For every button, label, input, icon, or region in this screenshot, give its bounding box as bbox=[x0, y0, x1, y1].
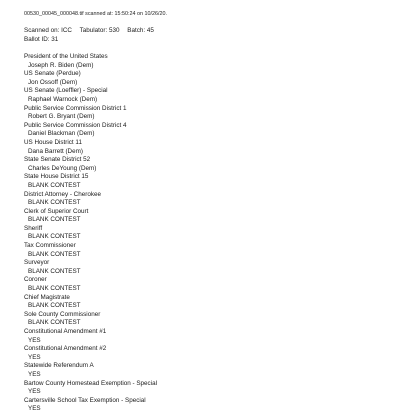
scanned-on-label: Scanned on: ICC bbox=[24, 27, 72, 34]
contest-selection: Raphael Warnock (Dem) bbox=[28, 95, 98, 103]
ballot-id-label: Ballot ID: 31 bbox=[24, 36, 59, 43]
contest-selection: Dana Barrett (Dem) bbox=[28, 147, 83, 155]
scan-file-header: 00530_00045_000048.tif scanned at: 15:50:24 on 10/26/20. bbox=[24, 11, 167, 17]
contest-title: President of the United States bbox=[24, 53, 108, 60]
contest-selection: BLANK CONTEST bbox=[28, 181, 81, 189]
contest-title: US House District 11 bbox=[24, 138, 82, 146]
contest-selection: BLANK CONTEST bbox=[28, 285, 81, 293]
contest-title: Coroner bbox=[24, 276, 47, 284]
contest-title: Surveyor bbox=[24, 259, 50, 267]
contest-selection: BLANK CONTEST bbox=[28, 233, 81, 241]
contest-selection: Jon Ossoff (Dem) bbox=[28, 78, 78, 86]
contest-selection: YES bbox=[28, 370, 41, 378]
contest-title: US Senate (Loeffler) - Special bbox=[24, 87, 108, 95]
contest-title: District Attorney - Cherokee bbox=[24, 190, 101, 198]
contest-title: State Senate District 52 bbox=[24, 156, 91, 164]
contest-title: Chief Magistrate bbox=[24, 293, 70, 301]
tabulator-label: Tabulator: 530 bbox=[79, 27, 120, 34]
contest-title: Statewide Referendum A bbox=[24, 362, 94, 370]
contest-selection: BLANK CONTEST bbox=[28, 302, 81, 310]
contest-title: Constitutional Amendment #2 bbox=[24, 345, 107, 353]
scan-meta-line bbox=[24, 26, 154, 35]
contest-title: US Senate (Perdue) bbox=[24, 70, 81, 78]
contest-selection: Joseph R. Biden (Dem) bbox=[28, 61, 94, 69]
contest-title: Clerk of Superior Court bbox=[24, 207, 89, 215]
contest-selection: BLANK CONTEST bbox=[28, 250, 81, 258]
contest-selection: YES bbox=[28, 336, 41, 344]
contest-selection: YES bbox=[28, 388, 41, 396]
contest-title: Cartersville School Tax Exemption - Special bbox=[24, 396, 146, 404]
contest-list bbox=[24, 53, 384, 414]
contest-title: Constitutional Amendment #1 bbox=[24, 328, 107, 335]
contest-selection: YES bbox=[28, 353, 41, 361]
contest-selection: Daniel Blackman (Dem) bbox=[28, 130, 95, 138]
contest-selection: Robert G. Bryant (Dem) bbox=[28, 113, 95, 121]
contest-selection: YES bbox=[28, 405, 41, 413]
contest-title: Public Service Commission District 1 bbox=[24, 104, 127, 112]
contest-title: State House District 15 bbox=[24, 173, 89, 181]
contest-selection: BLANK CONTEST bbox=[28, 267, 81, 275]
contest-title: Tax Commissioner bbox=[24, 242, 76, 250]
contest-selection: BLANK CONTEST bbox=[28, 199, 81, 207]
contest-selection: BLANK CONTEST bbox=[28, 319, 81, 327]
contest-title: Bartow County Homestead Exemption - Special bbox=[24, 379, 157, 387]
contest-selection: BLANK CONTEST bbox=[28, 216, 81, 224]
contest-title: Sheriff bbox=[24, 224, 43, 232]
contest-title: Public Service Commission District 4 bbox=[24, 121, 127, 129]
batch-label: Batch: 45 bbox=[127, 27, 154, 34]
contest-title: Sole County Commissioner bbox=[24, 310, 101, 318]
contest-selection: Charles DeYoung (Dem) bbox=[28, 164, 97, 172]
